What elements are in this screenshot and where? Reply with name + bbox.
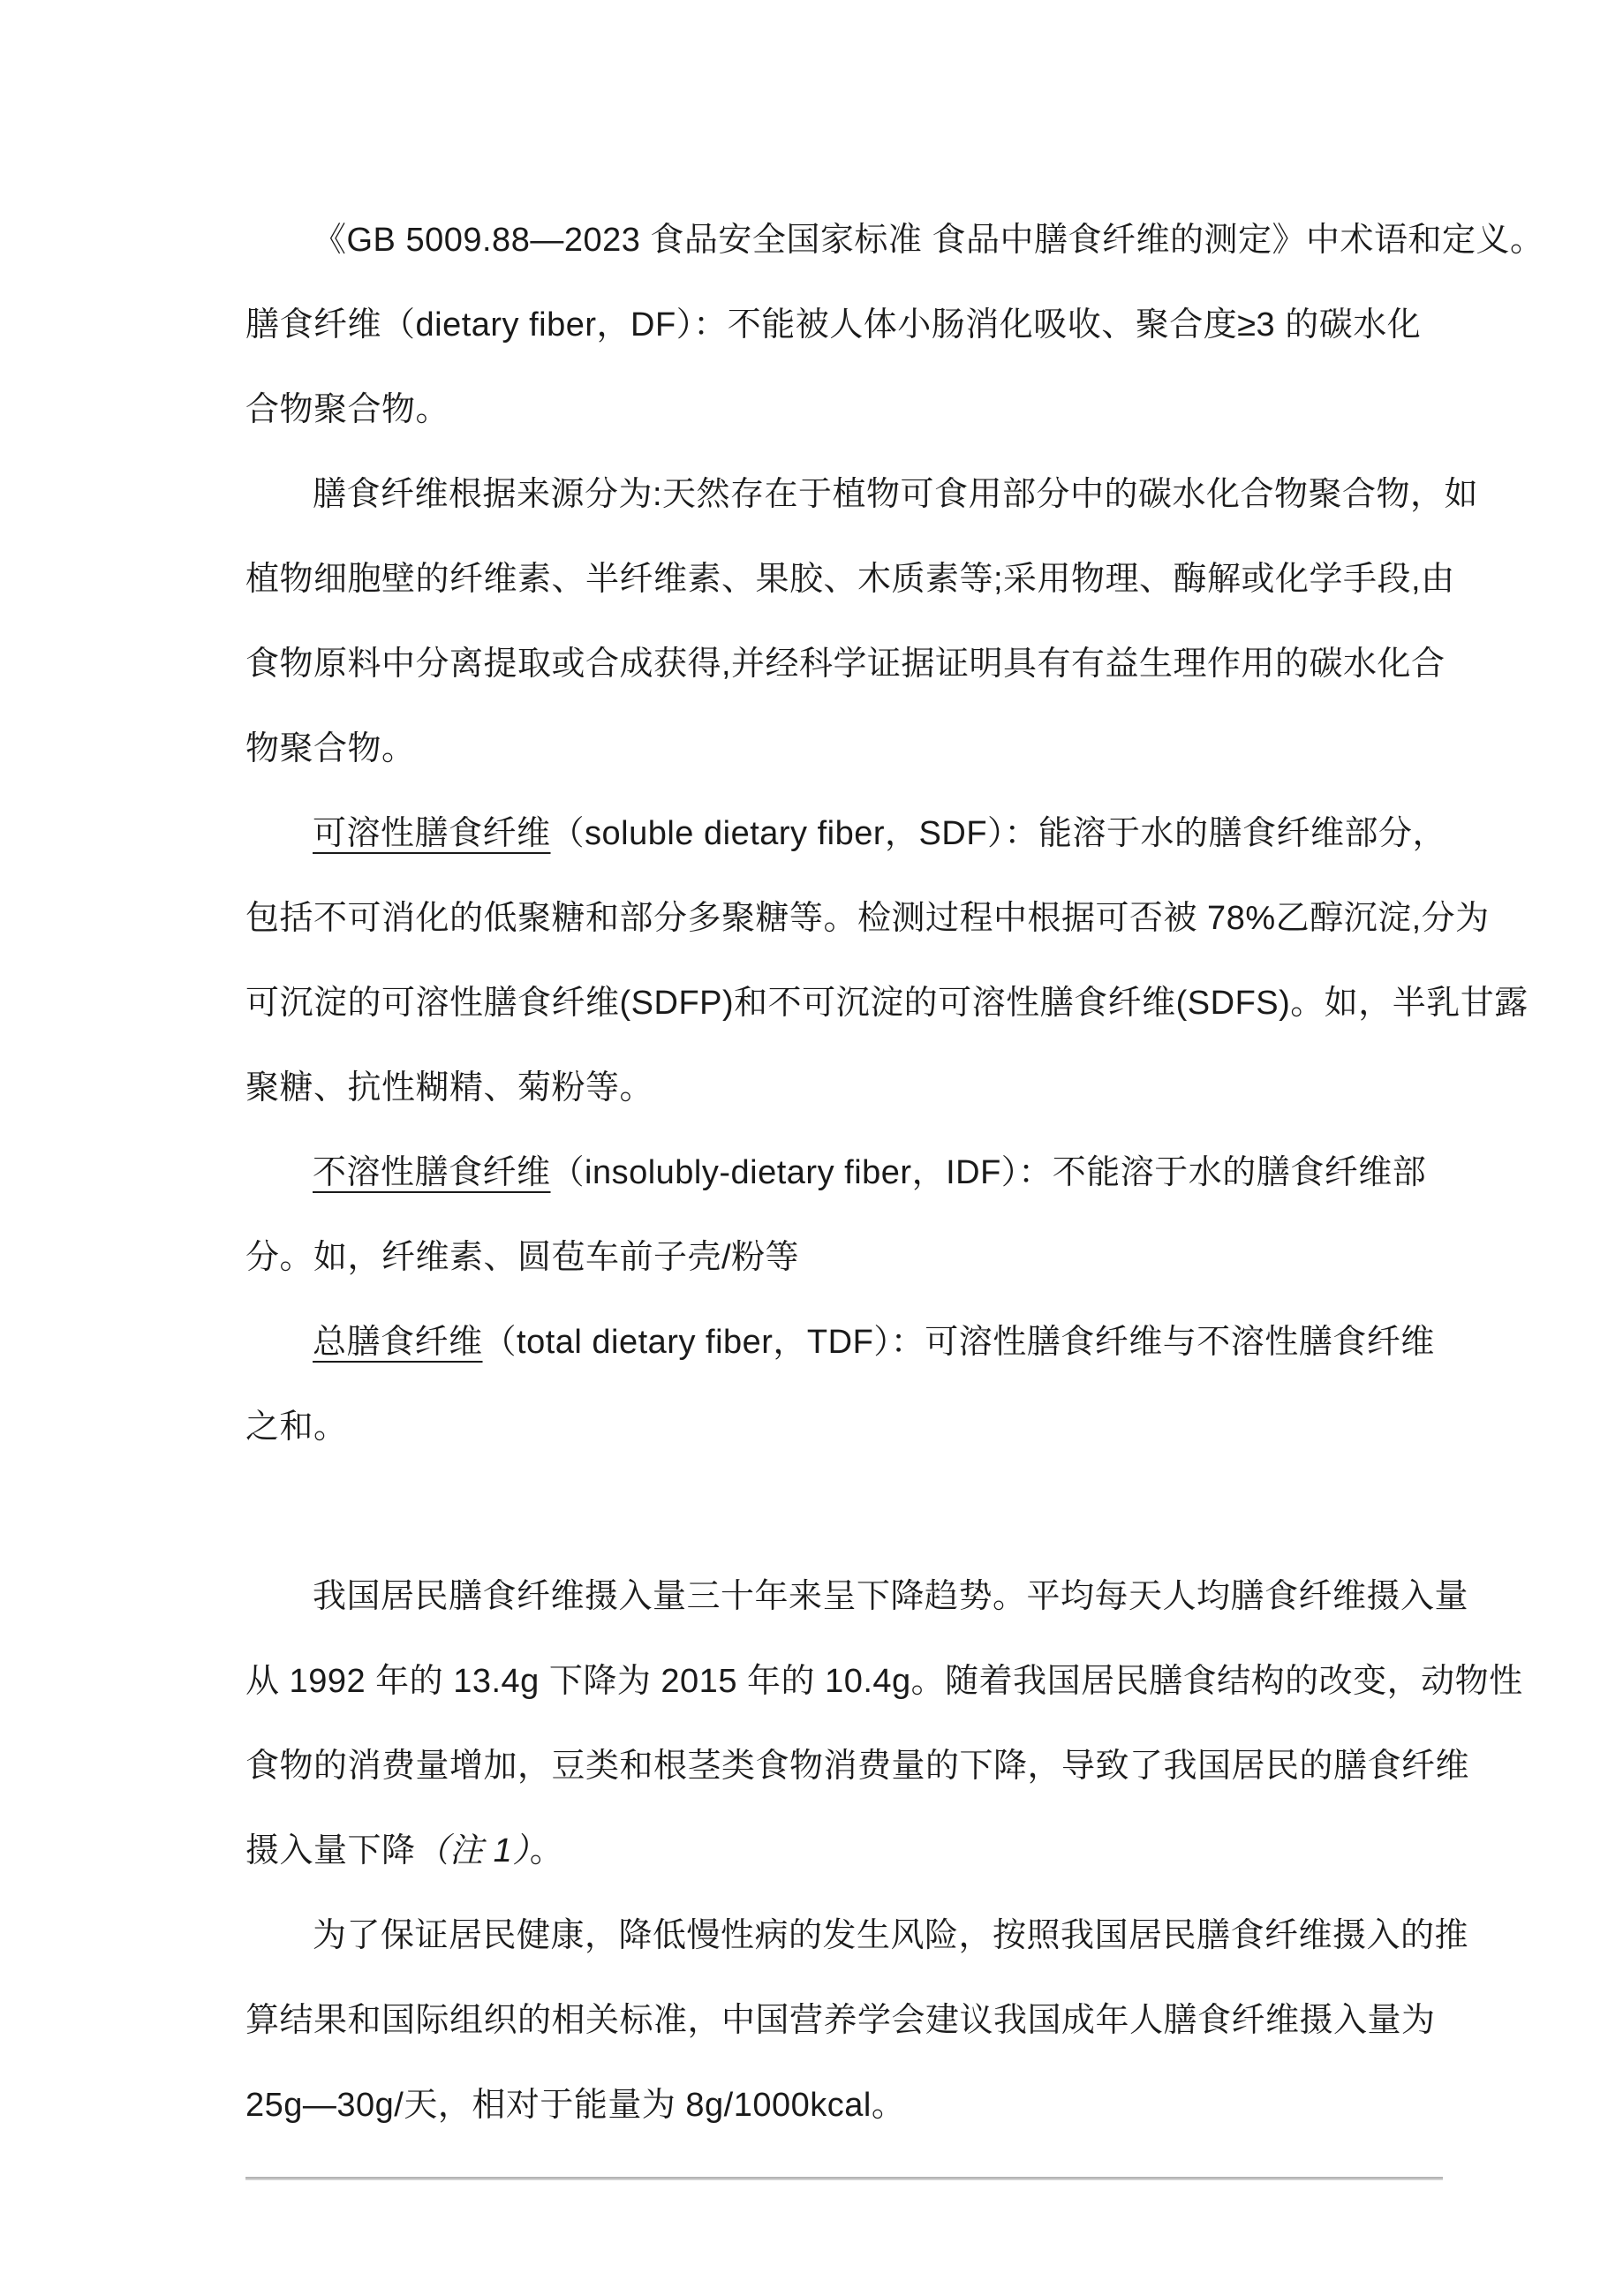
paragraph xyxy=(245,452,1479,791)
text-segment: （soluble dietary fiber，SDF）：能溶于水的膳食纤维部分， xyxy=(550,815,1447,852)
text-line xyxy=(245,1130,1452,1215)
text-line xyxy=(245,1809,1452,1893)
text-segment: （insolubly-dietary fiber，IDF）：不能溶于水的膳食纤维部 xyxy=(550,1154,1427,1191)
underlined-term: 总膳食纤维 xyxy=(313,1324,483,1361)
text-segment: 膳食纤维（dietary fiber，DF）：不能被人体小肠消化吸收、聚合度≥3 的碳水化 xyxy=(245,306,1422,344)
text-line xyxy=(245,1639,1523,1724)
text-segment: 包括不可消化的低聚糖和部分多聚糖等。检测过程中根据可否被 78%乙醇沉淀,分为 xyxy=(245,900,1490,937)
text-segment: 之和。 xyxy=(245,1409,348,1446)
footnote-divider xyxy=(245,2177,1443,2180)
paragraph xyxy=(245,791,1529,1130)
text-line xyxy=(245,791,1452,876)
paragraph xyxy=(245,1130,1452,1300)
text-segment: 膳食纤维根据来源分为:天然存在于植物可食用部分中的碳水化合物聚合物，如 xyxy=(313,476,1479,513)
text-line xyxy=(245,1385,1452,1469)
text-line xyxy=(245,1724,1470,1809)
text-segment: 合物聚合物。 xyxy=(245,391,450,428)
text-line xyxy=(245,1554,1469,1639)
footnote-reference: （注 1） xyxy=(415,1832,530,1869)
text-line xyxy=(245,706,1452,791)
text-segment: 物聚合物。 xyxy=(245,730,416,767)
text-segment: 聚糖、抗性糊精、菊粉等。 xyxy=(245,1069,654,1106)
text-segment: 25g—30g/天，相对于能量为 8g/1000kcal。 xyxy=(245,2087,906,2124)
text-segment: 可沉淀的可溶性膳食纤维(SDFP)和不可沉淀的可溶性膳食纤维(SDFS)。如，半乳甘露 xyxy=(245,985,1529,1022)
text-segment: 摄入量下降 xyxy=(245,1832,416,1869)
text-segment: （total dietary fiber，TDF）：可溶性膳食纤维与不溶性膳食纤维 xyxy=(482,1324,1435,1361)
paragraph xyxy=(245,1893,1469,2148)
paragraph xyxy=(245,198,1544,452)
text-line xyxy=(245,2063,1452,2148)
text-line xyxy=(245,1978,1452,2063)
text-line xyxy=(245,1300,1452,1385)
text-line xyxy=(245,1893,1469,1978)
text-line xyxy=(245,452,1479,537)
text-line xyxy=(245,1046,1452,1130)
text-segment: 分。如，纤维素、圆苞车前子壳/粉等 xyxy=(245,1239,800,1276)
text-line xyxy=(245,1469,1452,1554)
text-line xyxy=(245,1215,1452,1300)
empty-paragraph xyxy=(245,1469,1452,1554)
text-segment: 算结果和国际组织的相关标准，中国营养学会建议我国成年人膳食纤维摄入量为 xyxy=(245,2002,1436,2039)
text-segment: 植物细胞壁的纤维素、半纤维素、果胶、木质素等;采用物理、酶解或化学手段,由 xyxy=(245,561,1455,598)
underlined-term: 可溶性膳食纤维 xyxy=(313,815,551,852)
text-block xyxy=(245,198,1544,2148)
text-line xyxy=(245,876,1490,961)
text-segment: 从 1992 年的 13.4g 下降为 2015 年的 10.4g。随着我国居民膳食结构的改变，动物性 xyxy=(245,1663,1523,1700)
text-line xyxy=(245,283,1452,367)
underlined-term: 不溶性膳食纤维 xyxy=(313,1154,551,1191)
text-line xyxy=(245,537,1455,622)
text-line xyxy=(245,367,1452,452)
text-segment: 《GB 5009.88—2023 食品安全国家标准 食品中膳食纤维的测定》中术语和定义。 xyxy=(313,222,1544,259)
text-segment: 。 xyxy=(529,1832,564,1869)
paragraph xyxy=(245,1554,1523,1893)
text-line xyxy=(245,198,1544,283)
text-segment: 我国居民膳食纤维摄入量三十年来呈下降趋势。平均每天人均膳食纤维摄入量 xyxy=(313,1578,1469,1615)
text-line xyxy=(245,622,1452,706)
text-segment: 食物原料中分离提取或合成获得,并经科学证据证明具有有益生理作用的碳水化合 xyxy=(245,646,1446,683)
text-segment: 食物的消费量增加，豆类和根茎类食物消费量的下降，导致了我国居民的膳食纤维 xyxy=(245,1748,1470,1785)
text-segment: 为了保证居民健康，降低慢性病的发生风险，按照我国居民膳食纤维摄入的推 xyxy=(313,1917,1469,1954)
text-line xyxy=(245,961,1529,1046)
paragraph xyxy=(245,1300,1452,1469)
